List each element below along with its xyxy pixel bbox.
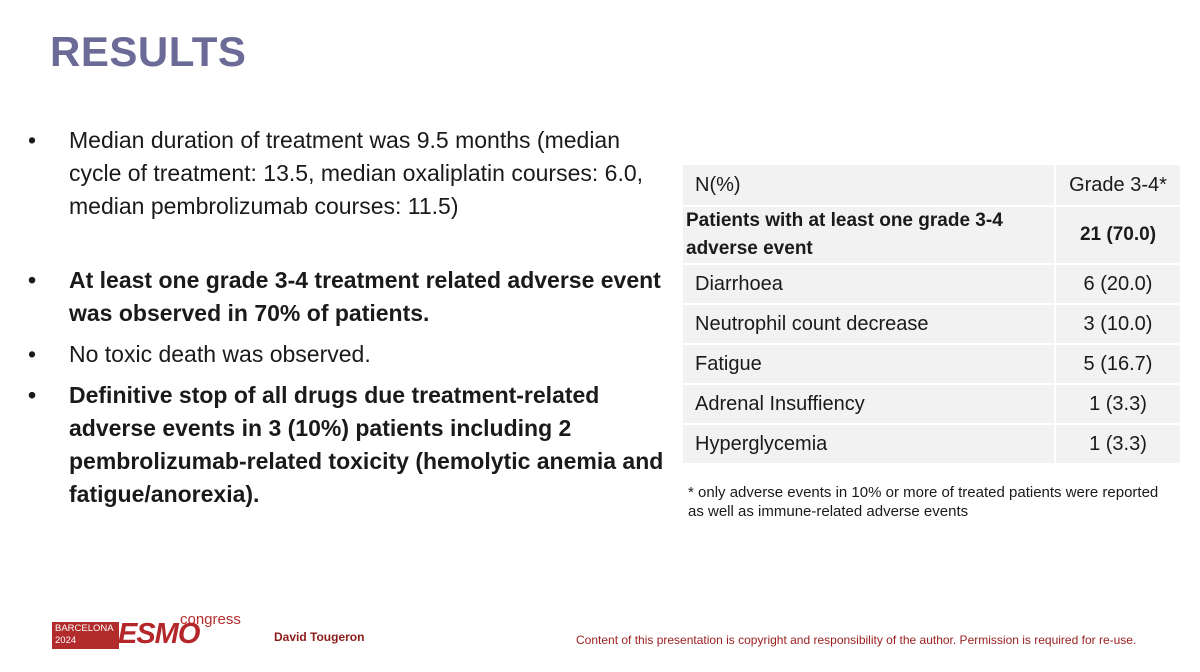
table-row-label: Neutrophil count decrease [682,304,1055,344]
bullet-text: Median duration of treatment was 9.5 months (median cycle of treatment: 13.5, median oxaliplatin courses: 6.0, median pembrolizumab courses: 11.5) [69,127,644,219]
table-header-label: N(%) [682,164,1055,206]
slide-title: RESULTS [50,28,247,75]
bullet-text: No toxic death was observed. [69,341,371,367]
table-header-row [682,164,1181,206]
copyright-notice: Content of this presentation is copyright and responsibility of the author. Permission is required for re-use. [576,633,1137,647]
table-row-label: Adrenal Insuffiency [682,384,1055,424]
table-row-value: 5 (16.7) [1055,344,1181,384]
bullet-marker: • [28,382,37,408]
table-footnote: * only adverse events in 10% or more of treated patients were reported as well as immune-related adverse events [688,484,1159,520]
table-row-label: Diarrhoea [682,264,1055,304]
bullet-marker: • [28,127,37,153]
bullet-text: At least one grade 3-4 treatment related adverse event was observed in 70% of patients. [69,267,661,326]
bullet-marker: • [28,341,37,367]
esmo-congress-logo [52,613,242,649]
author-name: David Tougeron [274,630,365,644]
table-row [682,304,1181,344]
table-total-row [682,206,1181,264]
table-row [682,384,1181,424]
table-row [682,344,1181,384]
logo-brand: ESMO [118,618,200,650]
table-row [682,264,1181,304]
bullet-item [28,124,668,223]
table-total-label: Patients with at least one grade 3-4 adverse event [682,206,1055,264]
bullet-item [28,338,668,371]
bullet-list [28,124,668,511]
table-header-value: Grade 3-4* [1055,164,1181,206]
table-row-value: 3 (10.0) [1055,304,1181,344]
adverse-events-table [681,163,1182,465]
bullet-text: Definitive stop of all drugs due treatment-related adverse events in 3 (10%) patients including 2 pembrolizumab-related toxicity (hemolytic anemia and fatigue/anorexia). [69,382,664,507]
table-row-value: 1 (3.3) [1055,384,1181,424]
logo-city: BARCELONA [55,623,114,634]
bullet-item [28,379,668,511]
table-total-value: 21 (70.0) [1055,206,1181,264]
bullet-item [28,264,668,330]
logo-year: 2024 [55,635,77,646]
table-row-label: Fatigue [682,344,1055,384]
bullet-marker: • [28,267,37,293]
table-row-value: 1 (3.3) [1055,424,1181,464]
logo-city-badge [52,622,119,649]
table-row-value: 6 (20.0) [1055,264,1181,304]
logo-suffix: congress [180,611,241,628]
table-row-label: Hyperglycemia [682,424,1055,464]
table-row [682,424,1181,464]
